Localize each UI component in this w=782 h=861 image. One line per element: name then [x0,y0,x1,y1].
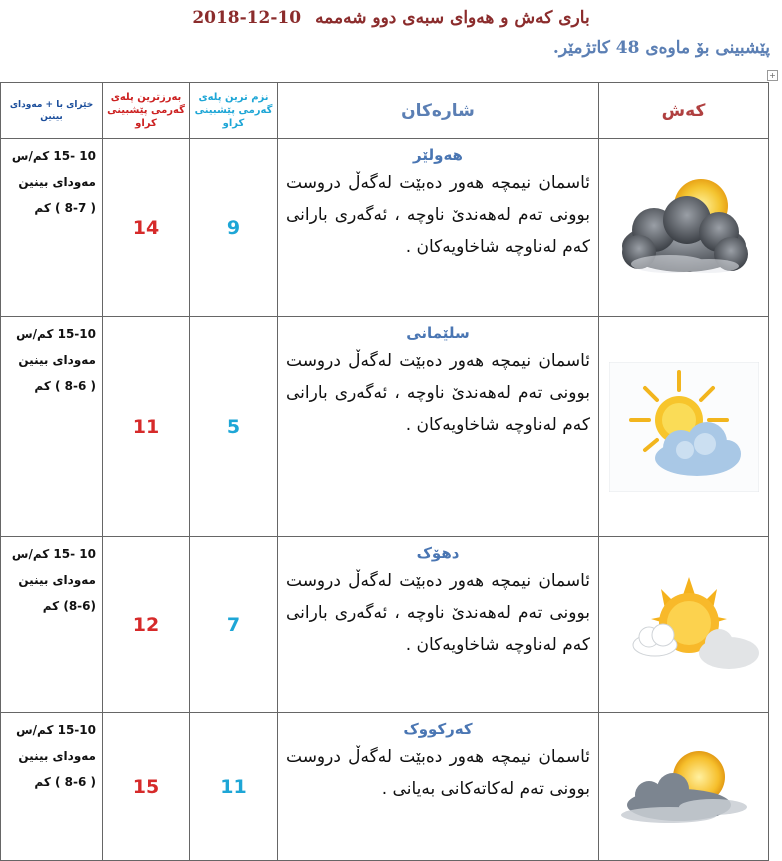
header-weather: کەش [599,83,769,139]
report-title-text: باری کەش و هەوای سبەی دوو شەممە [315,8,590,28]
header-wind: خێرای با + مەودای بینین [1,83,103,139]
weather-description: ئاسمان نیمچە هەور دەبێت لەگەڵ دروست بوونی تەم لەکاتەکانی بەیانی . [286,747,590,799]
sun-mist-cloud-icon [609,737,759,837]
table-row [1,317,769,537]
max-temp: 11 [103,317,190,537]
visibility-range: ( 8-7 ) کم [34,201,96,215]
wind-visibility-cell [1,139,103,317]
visibility-range: (8-6) کم [42,599,96,613]
city-cell [278,317,599,537]
city-name: هەولێر [413,146,463,164]
visibility-label: مەودای بینین [18,175,96,189]
max-temp: 15 [103,713,190,861]
visibility-label: مەودای بینین [18,573,96,587]
header-max-temp: بەرزترین پلەی گەرمی پێشبینی کراو [103,83,190,139]
wind-visibility-cell [1,537,103,713]
city-name: دهۆک [416,544,460,562]
city-name: سلێمانی [406,324,470,342]
visibility-label: مەودای بینین [18,353,96,367]
dark-cloud-sun-icon [609,168,759,288]
table-move-handle-icon[interactable]: + [767,70,778,81]
max-temp: 14 [103,139,190,317]
wind-visibility-cell [1,317,103,537]
wind-speed: 10 -15 کم/س [11,149,96,163]
table-header-row [1,83,769,139]
weather-icon-cell [599,537,769,713]
sunny-partly-cloudy-icon [609,565,759,685]
report-title [0,4,782,32]
wind-speed: 15-10 کم/س [16,327,96,341]
visibility-label: مەودای بینین [18,749,96,763]
weather-icon-cell [599,317,769,537]
table-row [1,139,769,317]
wind-visibility-cell [1,713,103,861]
min-temp: 11 [190,713,278,861]
max-temp: 12 [103,537,190,713]
header-cities: شارەکان [278,83,599,139]
weather-description: ئاسمان نیمچە هەور دەبێت لەگەڵ دروست بوونی تەم لەهەندێ ناوچە ، ئەگەری بارانی کەم لەناوچە شاخاویەکان . [286,351,590,435]
city-cell [278,139,599,317]
min-temp: 5 [190,317,278,537]
min-temp: 7 [190,537,278,713]
weather-icon-cell [599,713,769,861]
wind-speed: 10 -15 کم/س [11,547,96,561]
city-name: کەرکووک [403,720,473,738]
weather-description: ئاسمان نیمچە هەور دەبێت لەگەڵ دروست بوونی تەم لەهەندێ ناوچە ، ئەگەری بارانی کەم لەناوچە شاخاویەکان . [286,173,590,257]
wind-speed: 15-10 کم/س [16,723,96,737]
min-temp: 9 [190,139,278,317]
sun-cloud-icon [609,362,759,492]
header-min-temp: نزم ترین پلەی گەرمی پێشبینی کراو [190,83,278,139]
city-cell [278,713,599,861]
weather-icon-cell [599,139,769,317]
forecast-subtitle: پێشبینی بۆ ماوەی 48 کاتژمێر. [552,38,770,58]
table-row [1,713,769,861]
city-cell [278,537,599,713]
report-date: 2018-12-10 [192,8,302,28]
visibility-range: ( 8-6 ) کم [34,775,96,789]
table-row [1,537,769,713]
forecast-table [0,82,769,861]
visibility-range: ( 8-6 ) کم [34,379,96,393]
weather-description: ئاسمان نیمچە هەور دەبێت لەگەڵ دروست بوونی تەم لەهەندێ ناوچە ، ئەگەری بارانی کەم لەناوچە شاخاویەکان . [286,571,590,655]
